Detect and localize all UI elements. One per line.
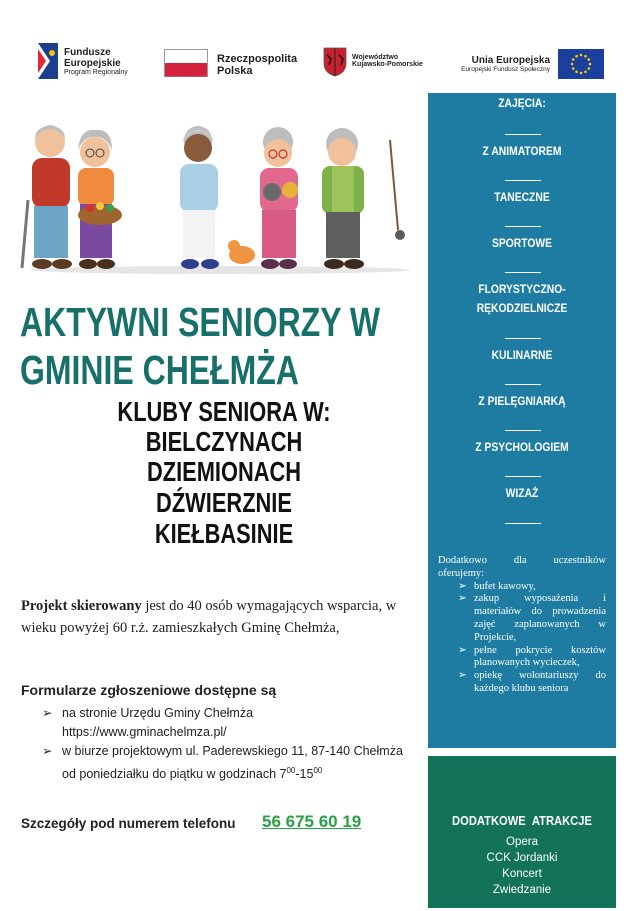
forms-item <box>42 704 426 742</box>
divider <box>505 430 541 431</box>
benefit-item <box>438 670 606 696</box>
activity-item: WIZAŻ <box>505 486 539 500</box>
senior-man-green-vest <box>322 128 405 269</box>
description-rest: jest do 40 osób wymagających wsparcia, w wieku powyżej 60 r.ż. zamieszkałych Gminę Chełmża, <box>21 598 397 636</box>
forms-list <box>42 704 426 784</box>
eu-star-icon <box>589 63 592 66</box>
fe-logo-line1: Fundusze <box>64 47 111 58</box>
eu-star-icon <box>587 58 590 61</box>
eu-star-icon <box>580 72 583 75</box>
eu-star-icon <box>587 67 590 70</box>
rp-logo-line1: Rzeczpospolita <box>217 53 298 65</box>
arrow-bullet-icon: ➢ <box>458 644 467 656</box>
activities-sidebar <box>428 93 616 748</box>
divider <box>505 134 541 135</box>
eu-star-icon <box>584 70 587 73</box>
fe-logo-line2: Europejskie <box>64 57 121 69</box>
arrow-bullet-icon: ➢ <box>458 670 467 682</box>
attraction-item: CCK Jordanki <box>486 852 558 864</box>
benefit-text: zakup wyposażenia i materiałów do prowadzenia zajęć zaplanowanych w Projekcie, <box>474 593 606 643</box>
seniors-illustration <box>20 120 420 275</box>
forms-item2-line2 <box>62 761 426 784</box>
arrow-bullet-icon: ➢ <box>42 706 53 720</box>
activities-title: ZAJĘCIA: <box>498 96 546 110</box>
activity-item: FLORYSTYCZNO- <box>478 282 566 296</box>
benefit-text: bufet kawowy, <box>474 580 536 592</box>
club-location: BIELCZYNACH <box>145 426 303 457</box>
senior-man-red-sweater <box>22 125 72 269</box>
activity-item: TANECZNE <box>494 190 550 204</box>
benefit-text: opiekę wolontariuszy do każdego klubu seniora <box>474 670 606 694</box>
eu-star-icon <box>584 55 587 58</box>
arrow-bullet-icon: ➢ <box>458 580 467 592</box>
phone-label: Szczegóły pod numerem telefonu <box>21 816 236 831</box>
extra-intro: Dodatkowo dla uczestników oferujemy: <box>438 555 606 579</box>
eu-star-icon <box>571 63 574 66</box>
forms-item1-line1: na stronie Urzędu Gminy Chełmża <box>62 706 254 720</box>
fundusze-europejskie-logo <box>36 43 60 79</box>
club-location: DŹWIERZNIE <box>156 487 292 518</box>
voivodeship-crest-logo <box>323 47 347 77</box>
wk-logo-line1: Województwo <box>352 54 399 61</box>
main-title <box>20 298 381 394</box>
attraction-item: Opera <box>506 836 538 848</box>
eu-star-icon <box>575 55 578 58</box>
clubs-heading: KLUBY SENIORA W: <box>117 396 331 427</box>
club-location: KIEŁBASINIE <box>154 518 294 549</box>
phone-number-link[interactable]: 56 675 60 19 <box>262 812 362 831</box>
divider <box>505 476 541 477</box>
ue-logo-line1: Unia Europejska <box>471 55 550 66</box>
divider <box>505 272 541 273</box>
hours-end: -15 <box>295 767 314 782</box>
rp-logo-line2: Polska <box>217 64 253 77</box>
benefit-item <box>438 645 606 671</box>
benefit-item <box>438 581 606 594</box>
polish-flag-logo <box>164 49 208 77</box>
forms-title: Formularze zgłoszeniowe dostępne są <box>21 682 277 698</box>
project-description <box>21 595 419 639</box>
senior-woman-orange-blouse <box>78 130 122 269</box>
attractions-title: DODATKOWE ATRAKCJE <box>452 813 592 828</box>
hours-text: od poniedziałku do piątku w godzinach 7 <box>62 767 287 782</box>
attraction-item: Koncert <box>502 868 542 880</box>
main-title-line1: AKTYWNI SENIORZY W <box>20 299 381 345</box>
senior-woman-blue-shirt <box>180 126 219 269</box>
eu-star-icon <box>572 58 575 61</box>
forms-item2-line1: w biurze projektowym ul. Paderewskiego 11, 87-140 Chełmża <box>62 744 403 758</box>
hours-sup-end: 00 <box>313 766 323 775</box>
divider <box>505 226 541 227</box>
wk-logo-line2: Kujawsko-Pomorskie <box>352 61 423 69</box>
arrow-bullet-icon: ➢ <box>42 744 53 758</box>
arrow-bullet-icon: ➢ <box>458 593 467 605</box>
ue-logo-line2: Europejski Fundusz Społeczny <box>461 65 550 73</box>
benefit-item <box>438 593 606 644</box>
eu-flag-logo <box>558 49 604 79</box>
eu-star-icon <box>572 67 575 70</box>
activity-item: SPORTOWE <box>491 236 553 250</box>
extra-benefits <box>438 555 606 696</box>
club-location: DZIEMIONACH <box>146 456 302 487</box>
activity-item: Z PIELĘGNIARKĄ <box>478 394 566 408</box>
divider <box>505 180 541 181</box>
hours-sup-start: 00 <box>286 766 296 775</box>
activity-item: Z PSYCHOLOGIEM <box>475 440 569 454</box>
attraction-item: Zwiedzanie <box>492 884 552 896</box>
attractions-box <box>428 756 616 908</box>
activity-item: KULINARNE <box>491 348 553 362</box>
divider <box>505 384 541 385</box>
forms-item <box>42 742 426 784</box>
divider <box>505 523 541 524</box>
main-title-line2: GMINIE CHEŁMŻA <box>20 347 299 393</box>
logo-bar <box>0 40 627 85</box>
fe-logo-line3: Program Regionalny <box>64 69 128 76</box>
eu-star-icon <box>580 54 583 57</box>
description-bold: Projekt skierowany <box>21 598 142 614</box>
eu-star-icon <box>575 70 578 73</box>
activity-item: Z ANIMATOREM <box>482 144 562 158</box>
benefit-text: pełne pokrycie kosztów planowanych wycieczek, <box>474 644 606 669</box>
divider <box>505 338 541 339</box>
activity-item: RĘKODZIELNICZE <box>476 301 568 315</box>
website-link[interactable]: https://www.gminachelmza.pl/ <box>62 725 227 739</box>
senior-woman-pink-with-cat <box>228 127 298 269</box>
